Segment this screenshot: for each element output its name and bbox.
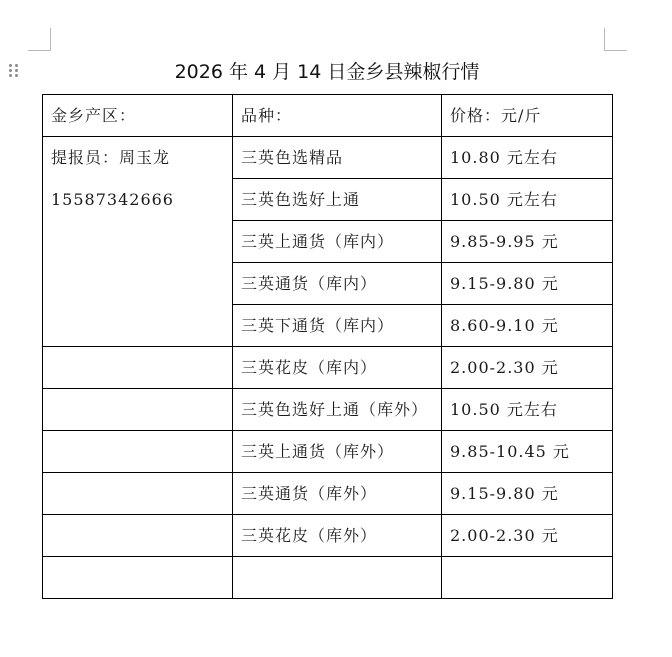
page-margin-marker-top-right [604,28,627,51]
variety-cell[interactable]: 三英上通货（库内） [233,221,442,263]
variety-cell[interactable]: 三英下通货（库内） [233,305,442,347]
table-row [43,473,613,515]
variety-cell[interactable]: 三英花皮（库内） [233,347,442,389]
price-cell[interactable]: 9.85-9.95 元 [442,221,613,263]
document-title[interactable]: 2026 年 4 月 14 日金乡县辣椒行情 [174,61,480,83]
empty-variety-cell[interactable] [233,557,442,599]
price-cell[interactable]: 10.50 元左右 [442,389,613,431]
variety-cell[interactable]: 三英色选好上通（库外） [233,389,442,431]
header-region-cell[interactable]: 金乡产区： [43,95,233,137]
drag-handle-icon[interactable] [9,64,19,78]
variety-cell[interactable]: 三英通货（库外） [233,473,442,515]
variety-cell[interactable]: 三英上通货（库外） [233,431,442,473]
variety-cell[interactable]: 三英色选精品 [233,137,442,179]
price-cell[interactable]: 2.00-2.30 元 [442,515,613,557]
table-header-row [43,95,613,137]
empty-region-cell[interactable] [43,389,233,431]
table-row [43,431,613,473]
price-cell[interactable]: 10.50 元左右 [442,179,613,221]
reporter-cell[interactable] [43,137,233,347]
variety-cell[interactable]: 三英通货（库内） [233,263,442,305]
empty-region-cell[interactable] [43,431,233,473]
table-row [43,515,613,557]
empty-table-row [43,557,613,599]
header-price-cell[interactable]: 价格：元/斤 [442,95,613,137]
page-margin-marker-top-left [28,28,51,51]
empty-region-cell[interactable] [43,473,233,515]
table-row [43,347,613,389]
table-row [43,389,613,431]
price-cell[interactable]: 9.15-9.80 元 [442,263,613,305]
price-cell[interactable]: 9.15-9.80 元 [442,473,613,515]
variety-cell[interactable]: 三英花皮（库外） [233,515,442,557]
empty-region-cell[interactable] [43,347,233,389]
price-cell[interactable]: 10.80 元左右 [442,137,613,179]
reporter-phone: 15587342666 [51,190,174,209]
price-cell[interactable]: 8.60-9.10 元 [442,305,613,347]
empty-region-cell[interactable] [43,515,233,557]
price-table [42,94,613,599]
reporter-name: 提报员：周玉龙 [51,148,171,167]
header-variety-cell[interactable]: 品种： [233,95,442,137]
table-row [43,137,613,179]
price-cell[interactable]: 2.00-2.30 元 [442,347,613,389]
price-cell[interactable]: 9.85-10.45 元 [442,431,613,473]
empty-price-cell[interactable] [442,557,613,599]
variety-cell[interactable]: 三英色选好上通 [233,179,442,221]
empty-region-cell[interactable] [43,557,233,599]
